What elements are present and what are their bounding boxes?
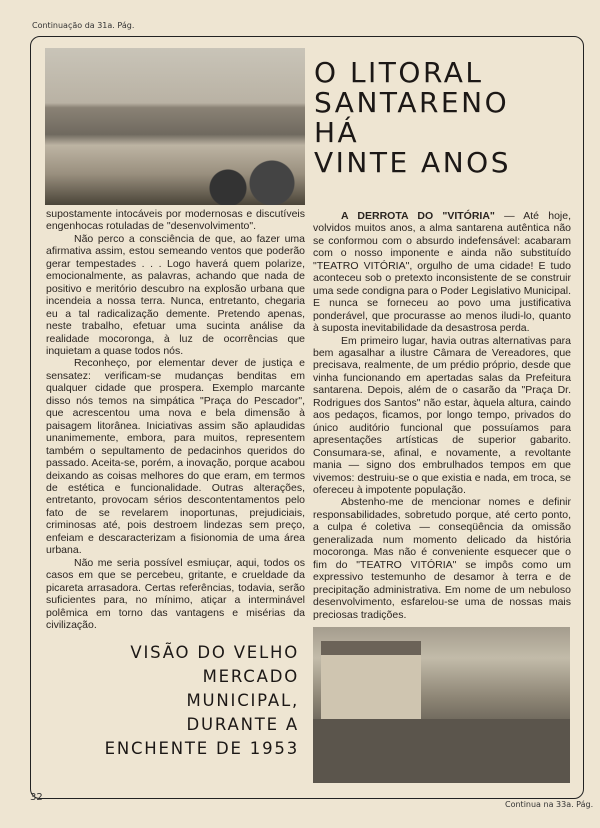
caption-line: DURANTE A (186, 715, 299, 734)
title-line: O LITORAL (314, 56, 484, 89)
continuation-header: Continuação da 31a. Pág. (32, 21, 135, 30)
article-title (314, 58, 511, 178)
title-line: SANTARENO (314, 86, 510, 119)
paragraph: Não perco a consciência de que, ao fazer uma afirmativa assim, estou semeando ventos que poderão gerar tempestades . . . Logo haverá quem polarize, emocionalmente, as palavras, achando que nada de positivo e meritório descubro na explosão urbana que incendeia a nossa terra. Nunca, entretanto, chegaria eu a tal radicalização demente. Pretendo apenas, neste trabalho, efetuar uma sucinta análise da realidade mocoronga, à luz de ocorrências que inquietam a quase todos nós. (46, 232, 305, 357)
page-number: 32 (30, 792, 43, 803)
right-column (313, 210, 571, 621)
caption-line: VISÃO DO VELHO (130, 643, 299, 662)
photo-flooded-market (313, 627, 570, 783)
title-line: VINTE ANOS (314, 146, 511, 179)
photo-caption (50, 641, 299, 761)
paragraph: Não me seria possível esmiuçar, aqui, todos os casos em que se percebeu, gritante, e crueldade da picareta arrasadora. Certas referências, todavia, serão suficientes para, no mínimo, atiçar a interminável polêmica em torno das vantagens e misérias da civilização. (46, 556, 305, 631)
photo-santarem-shoreline (45, 48, 305, 205)
left-column (46, 208, 305, 631)
title-line: HÁ (314, 116, 360, 149)
section-subheading: A DERROTA DO "VITÓRIA" (341, 210, 495, 222)
paragraph: — Até hoje, volvidos muitos anos, a alma santarena autêntica não se conformou com o absurdo indefensável: acabaram com o nosso imponente e ainda não substituído "TEATRO VITÓRIA", orgulho de uma cidade! E tudo aconteceu sob o pretexto inconsistente de se construir uma sede condigna para o Poder Legislativo Municipal. E nunca se forneceu ao povo uma justificativa ponderável, que procurasse ao menos iludi-lo, quanto à suposta inevitabilidade da desastrosa perda. (313, 210, 571, 335)
paragraph: Reconheço, por elementar dever de justiça e sensatez: verificam-se mudanças benditas em qualquer cidade que prospera. Exemplo marcante disso nós temos na simpática "Praça do Pescador", que acrescentou uma nova e bela dimensão à paisagem litorânea. Iniciativas assim são aplaudidas unanimemente, embora, para muitos, representem também o sepultamento de pedacinhos queridos do passado. Aceita-se, porém, a inovação, porque acabou deixando as coisas melhores do que eram, em termos de estética e funcionalidade. Outras alterações, entretanto, provocam sérios descontentamentos pelo fato de se revelarem inoportunas, prejudiciais, criminosas até, pois destroem lindezas sem preço, enfeiam e descaracterizam a fisionomia de uma área urbana. (46, 357, 305, 557)
paragraph: Em primeiro lugar, havia outras alternativas para bem agasalhar a ilustre Câmara de Vereadores, que precisava, realmente, de um prédio próprio, desde que vinha funcionando em apertadas salas da Prefeitura santarena. Depois, além de o casarão da "Praça Dr. Rodrigues dos Santos" não estar, àquela altura, caindo aos pedaços, ficamos, por longo tempo, privados do único auditório funcional que possuíamos para apresentações artísticas de superior gabarito. Consumara-se, afinal, e novamente, a revoltante mania — signo dos embrulhados tempos em que vivemos: destruiu-se o que existia e nada, em troca, se ofereceu à impotente população. (313, 334, 571, 496)
caption-line: MUNICIPAL, (186, 691, 299, 710)
caption-line: ENCHENTE DE 1953 (104, 739, 299, 758)
continuation-footer: Continua na 33a. Pág. (505, 800, 594, 809)
caption-line: MERCADO (202, 667, 299, 686)
paragraph: Abstenho-me de mencionar nomes e definir responsabilidades, sobretudo porque, até certo ponto, a culpa é coletiva — conseqüência da omissão generalizada num momento delicado da história mocoronga. Mas não é conveniente esquecer que o fim do "TEATRO VITÓRIA" se impôs como um expressivo testemunho de desamor à terra e de precipitação administrativa. Em nome de um nebuloso desenvolvimento, esfarelou-se uma de nossas mais preciosas tradições. (313, 496, 571, 621)
paragraph: supostamente intocáveis por modernosas e discutíveis engenhocas rotuladas de "desenvolvimento". (46, 208, 305, 233)
